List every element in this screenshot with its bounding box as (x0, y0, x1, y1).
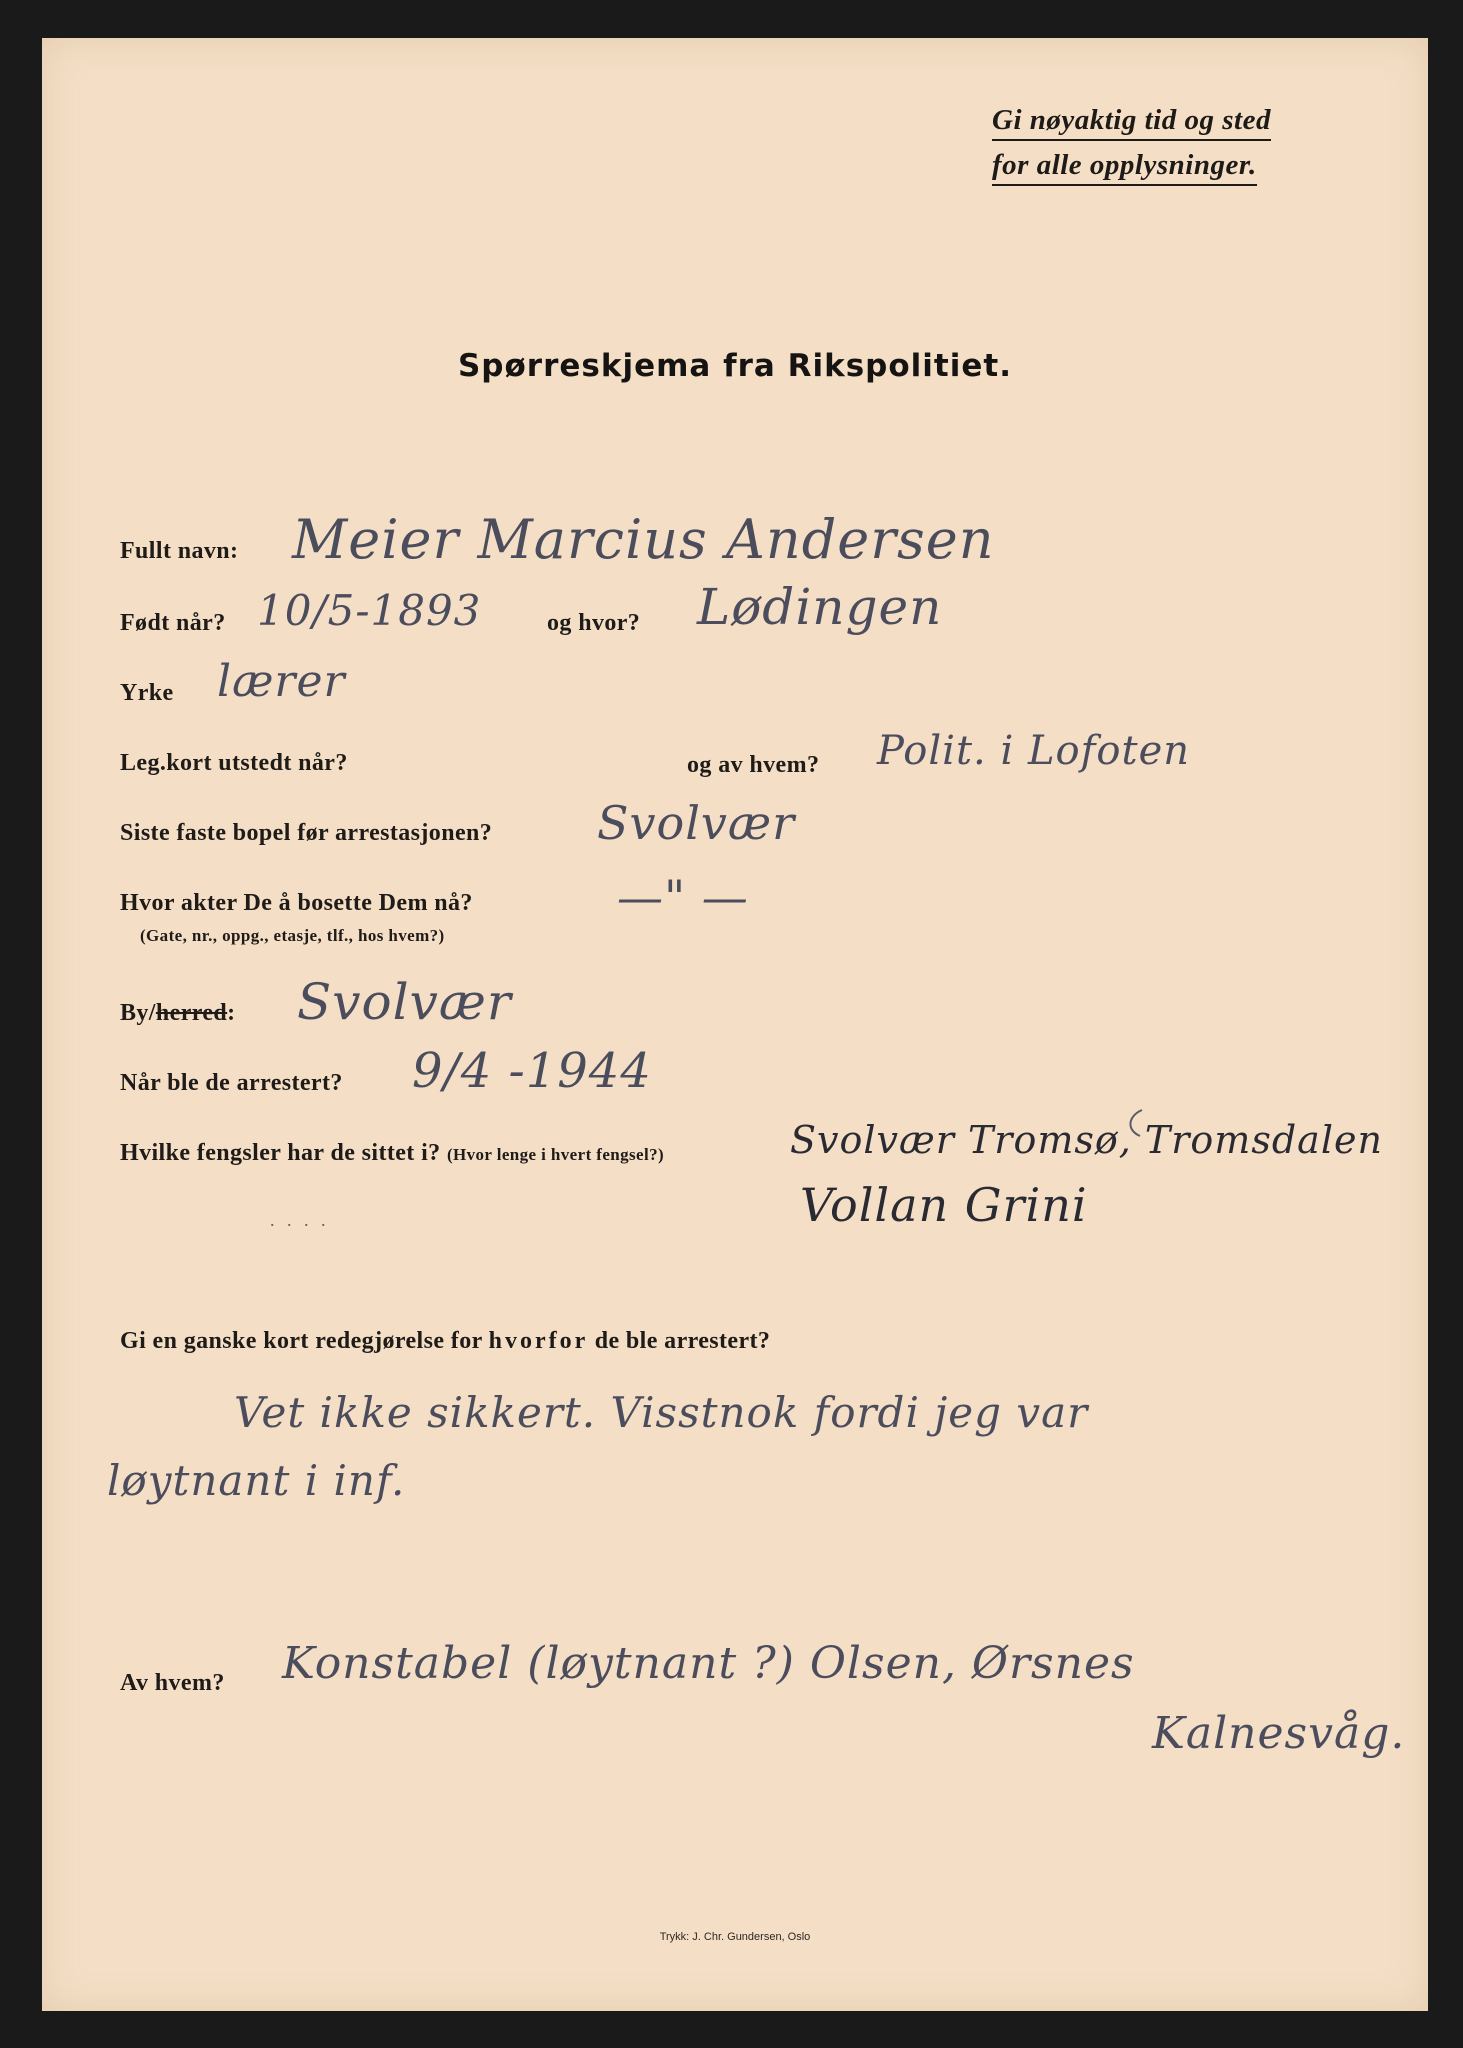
full-name-label: Fullt navn: (120, 538, 239, 564)
by-whom-label: Av hvem? (120, 1670, 225, 1696)
town-label-herred: herred (155, 1000, 228, 1026)
reason-value-line2[interactable]: løytnant i inf. (107, 1456, 406, 1505)
prisons-label (120, 1140, 664, 1167)
reason-label (120, 1328, 770, 1355)
dotted-leader: . . . . (270, 1210, 330, 1230)
born-when-value[interactable]: 10/5-1893 (257, 586, 482, 635)
settle-where-value[interactable]: —" — (617, 870, 749, 924)
occupation-label: Yrke (120, 680, 174, 706)
prisons-value-line1[interactable]: Svolvær Tromsø, Tromsdalen (790, 1118, 1383, 1162)
born-where-value[interactable]: Lødingen (697, 578, 943, 636)
town-value[interactable]: Svolvær (297, 973, 512, 1031)
header-instruction-line2: for alle opplysninger. (992, 149, 1257, 186)
prisons-label-main: Hvilke fengsler har de sittet i? (120, 1140, 441, 1166)
settle-where-sublabel: (Gate, nr., oppg., etasje, tlf., hos hvem?) (140, 926, 445, 945)
prisons-value-line2[interactable]: Vollan Grini (800, 1178, 1088, 1232)
born-where-label: og hvor? (547, 610, 641, 636)
questionnaire-sheet (42, 38, 1428, 2011)
header-instruction (992, 104, 1271, 186)
id-card-by-value[interactable]: Polit. i Lofoten (877, 728, 1191, 774)
reason-label-end: de ble arrestert? (594, 1328, 771, 1354)
last-residence-label: Siste faste bopel før arrestasjonen? (120, 820, 493, 846)
born-when-label: Født når? (120, 610, 226, 636)
by-whom-value-line1[interactable]: Konstabel (løytnant ?) Olsen, Ørsnes (282, 1638, 1135, 1689)
form-title: Spørreskjema fra Rikspolitiet. (457, 348, 1012, 384)
last-residence-value[interactable]: Svolvær (597, 796, 796, 850)
arrested-when-value[interactable]: 9/4 -1944 (412, 1043, 652, 1099)
arrested-when-label: Når ble de arrestert? (120, 1070, 343, 1096)
prisons-sublabel: (Hvor lenge i hvert fengsel?) (446, 1145, 665, 1164)
reason-label-start: Gi en ganske kort redegjørelse for (120, 1328, 483, 1354)
by-whom-value-line2[interactable]: Kalnesvåg. (1152, 1708, 1406, 1759)
settle-where-label: Hvor akter De å bosette Dem nå? (120, 890, 473, 916)
occupation-value[interactable]: lærer (217, 656, 346, 707)
printer-footer: Trykk: J. Chr. Gundersen, Oslo (659, 1931, 811, 1943)
header-instruction-line1: Gi nøyaktig tid og sted (992, 104, 1271, 141)
reason-value-line1[interactable]: Vet ikke sikkert. Visstnok fordi jeg var (234, 1388, 1089, 1437)
full-name-value[interactable]: Meier Marcius Andersen (292, 508, 995, 571)
id-card-by-label: og av hvem? (687, 752, 820, 778)
town-label-by: By/ (120, 1000, 156, 1026)
town-label-colon: : (227, 1000, 236, 1026)
pencil-bracket-mark (1122, 1108, 1148, 1138)
id-card-when-label: Leg.kort utstedt når? (120, 750, 348, 776)
reason-label-emphasis: hvorfor (488, 1328, 589, 1354)
town-label (120, 1000, 236, 1027)
